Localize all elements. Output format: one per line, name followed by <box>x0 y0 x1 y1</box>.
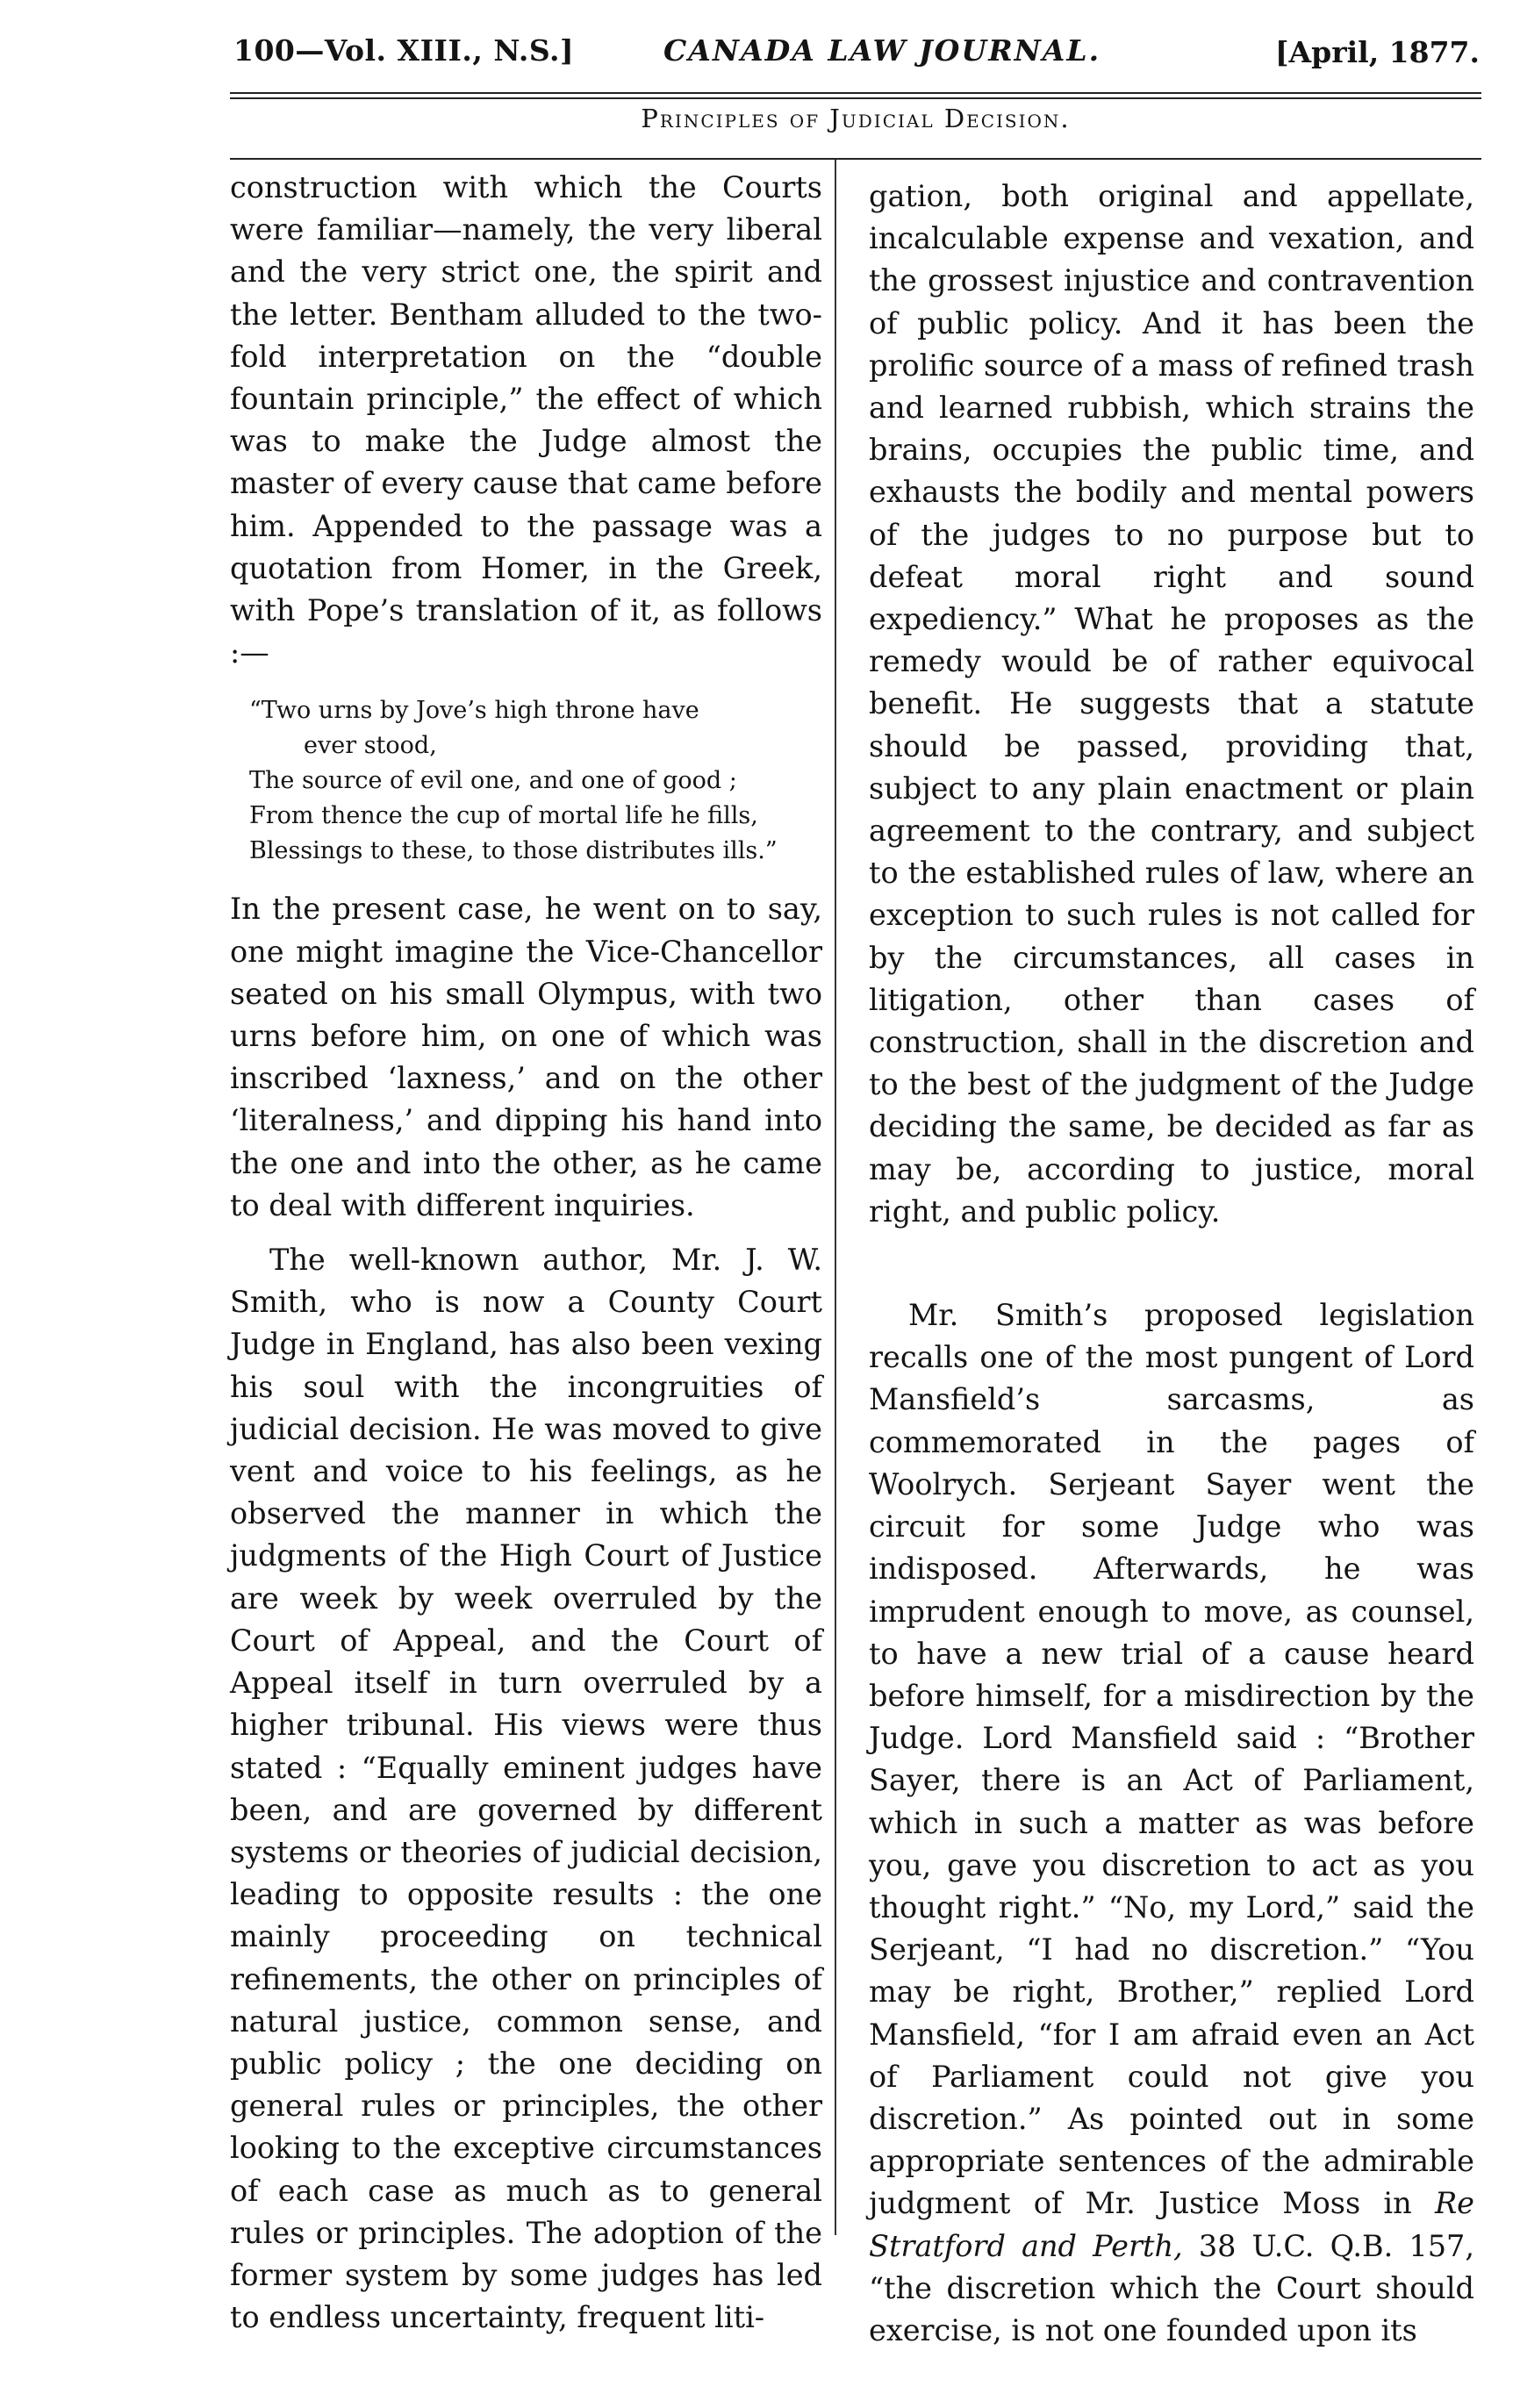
left-paragraph-3: The well-known author, Mr. J. W. Smith, who is now a County Court Judge in England, has also been vexing his soul with the incongruities of judicial decision. He was moved to give vent and voice to his feelings, as he observed the manner in which the judgments of the High Court of Justice are week by week overruled by the Court of Appeal, and the Court of Appeal itself in turn overruled by a higher tribunal. His views were thus stated : “Equally eminent judges have been, and are governed by different systems or theories of judicial decision, leading to opposite results : the one mainly proceeding on technical refinements, the other on principles of natural justice, common sense, and public policy ; the one deciding on general rules or principles, the other looking to the exceptive circumstances of each case as much as to general rules or principles. The adoption of the former system by some judges has led to endless uncertainty, frequent liti- <box>230 1243 822 2335</box>
column-divider <box>835 160 836 2235</box>
case-name: Re Stratford and Perth, <box>869 2186 1474 2263</box>
section-rule <box>230 158 1481 160</box>
running-header <box>233 33 1480 86</box>
header-rule <box>230 92 1481 94</box>
page-volume-label: 100—Vol. XIII., N.S.] <box>233 33 575 68</box>
journal-title: CANADA LAW JOURNAL. <box>663 33 1101 68</box>
right-paragraph-1: gation, both original and appellate, incalculable expense and vexation, and the grossest injustice and contravention of public policy. And it has been the prolific source of a mass of refined trash and learned rubbish, which strains the brains, occupies the public time, and exhausts the bodily and mental powers of the judges to no purpose but to defeat moral right and sound expediency.” What he proposes as the remedy would be of rather equivocal benefit. He suggests that a statute should be passed, providing that, subject to any plain enactment or plain agreement to the contrary, and subject to the established rules of law, where an exception to such rules is not called for by the circumstances, all cases in litigation, other than cases of construction, shall in the discretion and to the best of the judgment of the Judge deciding the same, be decided as far as may be, according to justice, moral right, and public policy. <box>869 179 1474 1229</box>
section-title: Principles of Judicial Decision. <box>641 104 1071 133</box>
verse-line: “Two urns by Jove’s high throne have <box>249 697 699 725</box>
verse-line: The source of evil one, and one of good ; <box>249 767 737 795</box>
left-paragraph-2: In the present case, he went on to say, one might imagine the Vice-Chancellor seated on his small Olympus, with two urns before him, on one of which was inscribed ‘laxness,’ and on the other ‘literalness,’ and dipping his hand into the one and into the other, as he came to deal with different inquiries. <box>230 892 822 1222</box>
verse-line: From thence the cup of mortal life he fills, <box>249 802 758 830</box>
left-column <box>230 167 822 2339</box>
header-rule-double <box>230 97 1481 99</box>
verse-line: ever stood, <box>304 732 437 760</box>
issue-date: [April, 1877. <box>1274 35 1480 69</box>
verse-line: Blessings to these, to those distributes ills.” <box>249 837 778 865</box>
right-paragraph-2 <box>869 1294 1474 2352</box>
paragraph-text: 38 U.C. Q.B. 157, “the discretion which the Court should exercise, is not one founded upon its <box>869 2228 1474 2347</box>
left-paragraph-1: construction with which the Courts were familiar—namely, the very liberal and the very strict one, the spirit and the letter. Bentham alluded to the two-fold interpretation on the “double fountain principle,” the effect of which was to make the Judge almost the master of every cause that came before him. Appended to the passage was a quotation from Homer, in the Greek, with Pope’s translation of it, as follows :— <box>230 170 822 670</box>
paragraph-text: Mr. Smith’s proposed legislation recalls one of the most pungent of Lord Mansfield’s sarcasms, as commemorated in the pages of Woolrych. Serjeant Sayer went the circuit for some Judge who was indisposed. Afterwards, he was imprudent enough to move, as counsel, to have a new trial of a cause heard before himself, for a misdirection by the Judge. Lord Mansfield said : “Brother Sayer, there is an Act of Parliament, which in such a matter as was before you, gave you discretion to act as you thought right.” “No, my Lord,” said the Serjeant, “I had no discretion.” “You may be right, Brother,” replied Lord Mansfield, “for I am afraid even an Act of Parliament could not give you discretion.” As pointed out in some appropriate sentences of the admirable judgment of Mr. Justice Moss in <box>869 1298 1474 2221</box>
homer-quotation <box>249 693 822 869</box>
right-column <box>869 176 1474 2352</box>
